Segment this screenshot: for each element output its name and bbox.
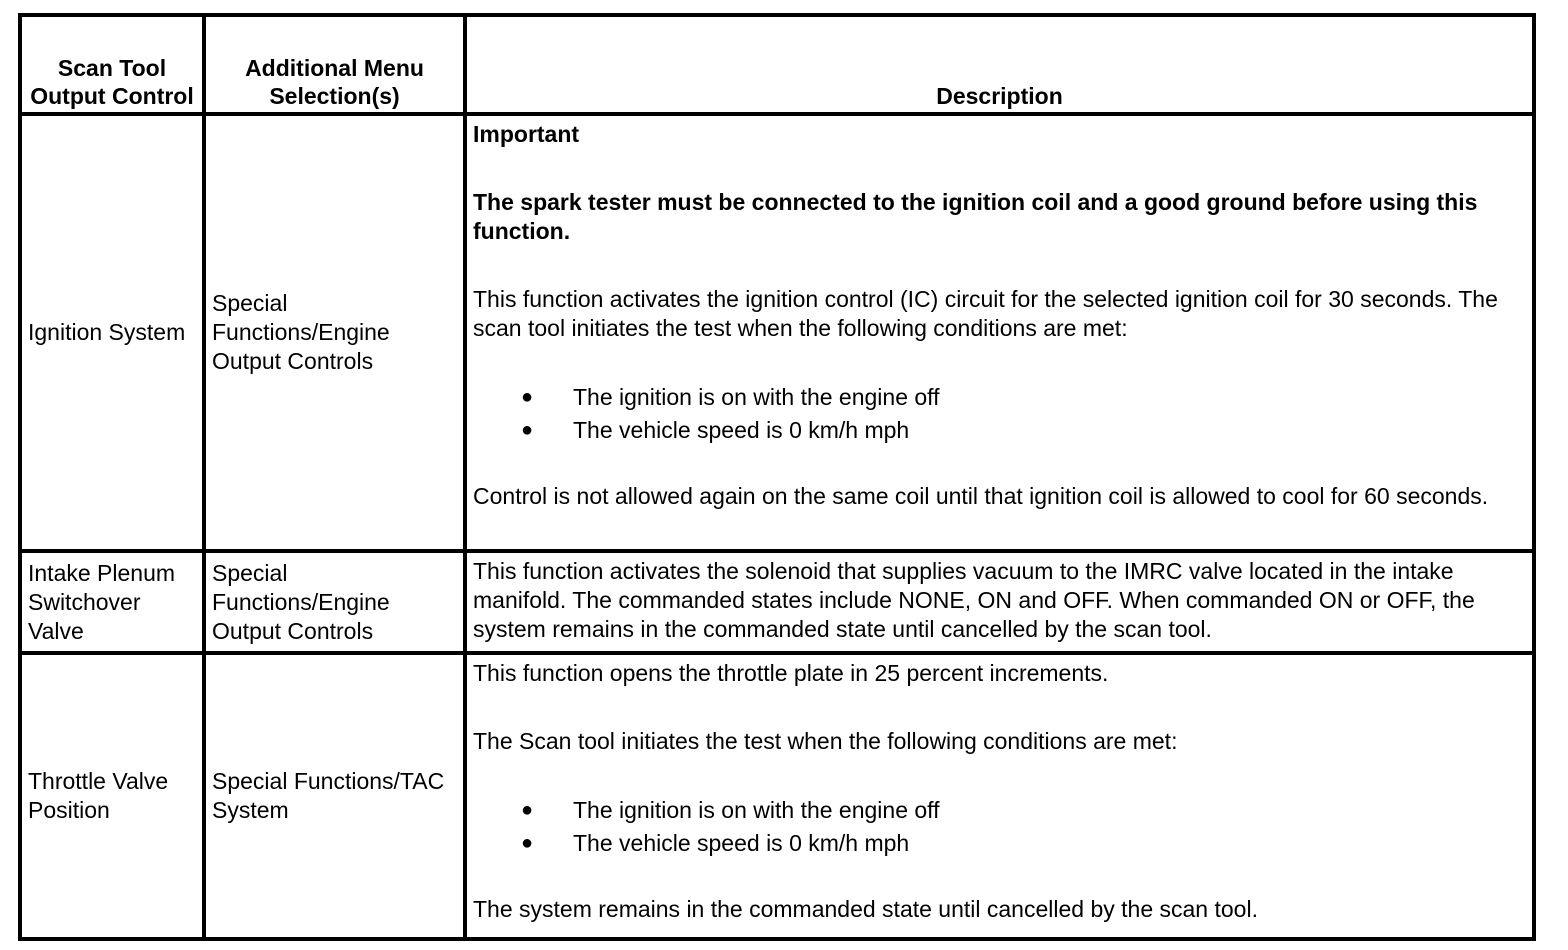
header-additional-menu-selections: Additional Menu Selection(s) — [204, 15, 465, 114]
description-note: Control is not allowed again on the same coil until that ignition coil is allowed to cool for 60 seconds. — [473, 483, 1489, 509]
description-intro: This function activates the ignition control (IC) circuit for the selected ignition coil for 30 seconds. The scan tool initiates the test when the following conditions are met: — [473, 286, 1498, 341]
bullet-icon: ● — [521, 419, 534, 441]
important-label: Important — [473, 121, 580, 147]
conditions-list — [473, 794, 1526, 860]
description-cell — [465, 551, 1534, 653]
description-note: The system remains in the commanded state until cancelled by the scan tool. — [473, 896, 1258, 922]
list-item: ● The ignition is on with the engine off — [473, 381, 1526, 414]
control-name: Throttle Valve Position — [20, 653, 204, 939]
menu-selection: Special Functions/TAC System — [204, 653, 465, 939]
document-page — [18, 13, 1534, 933]
scan-tool-output-controls-table — [18, 13, 1536, 941]
table-row — [20, 653, 1534, 939]
table-row — [20, 551, 1534, 653]
table-header-row — [20, 15, 1534, 114]
description-intro-2: The Scan tool initiates the test when the following conditions are met: — [473, 728, 1178, 754]
control-name: Ignition System — [20, 114, 204, 551]
header-scan-tool-output-control: Scan Tool Output Control — [20, 15, 204, 114]
description-cell — [465, 653, 1534, 939]
control-name: Intake Plenum Switchover Valve — [20, 551, 204, 653]
menu-selection: Special Functions/Engine Output Controls — [204, 551, 465, 653]
description-cell — [465, 114, 1534, 551]
conditions-list — [473, 381, 1526, 447]
description-intro: This function opens the throttle plate in 25 percent increments. — [473, 660, 1109, 686]
description-text: This function activates the solenoid that supplies vacuum to the IMRC valve located in the intake manifold. The commanded states include NONE, ON and OFF. When commanded ON or OFF, the system remains in the commanded state until cancelled by the scan tool. — [473, 558, 1475, 642]
bullet-icon: ● — [521, 386, 534, 408]
list-item: ● The vehicle speed is 0 km/h mph — [473, 414, 1526, 447]
list-item: ● The ignition is on with the engine off — [473, 794, 1526, 827]
menu-selection: Special Functions/Engine Output Controls — [204, 114, 465, 551]
header-description: Description — [465, 15, 1534, 114]
list-item: ● The vehicle speed is 0 km/h mph — [473, 827, 1526, 860]
bullet-icon: ● — [521, 832, 534, 854]
table-row — [20, 114, 1534, 551]
bullet-icon: ● — [521, 799, 534, 821]
important-text: The spark tester must be connected to the ignition coil and a good ground before using this function. — [473, 189, 1478, 244]
